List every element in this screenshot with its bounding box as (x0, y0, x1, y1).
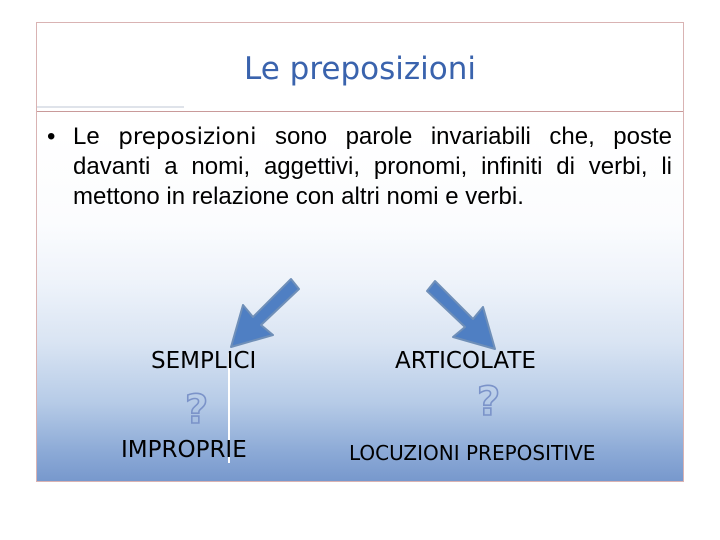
title-bar (37, 23, 683, 112)
question-mark-right: ? (477, 379, 501, 425)
slide-title: Le preposizioni (244, 51, 476, 87)
title-underline (37, 106, 184, 108)
category-articolate: ARTICOLATE (395, 348, 536, 374)
category-semplici: SEMPLICI (151, 348, 257, 374)
arrow-down-right-icon (423, 275, 503, 355)
bullet-marker: • (47, 123, 56, 150)
bullet-paragraph (47, 122, 672, 212)
arrow-down-left-icon (223, 273, 303, 353)
category-improprie: IMPROPRIE (121, 437, 247, 463)
slide (36, 22, 684, 482)
bullet-lead: Le (73, 123, 100, 150)
bullet-text (73, 122, 672, 212)
question-mark-left: ? (185, 387, 209, 433)
category-locuzioni-prepositive: LOCUZIONI PREPOSITIVE (349, 441, 596, 465)
bullet-rest: sono parole invariabili che, poste davanti a nomi, aggettivi, pronomi, infiniti di verbi, li mettono in relazione con altri nomi e verbi. (73, 123, 672, 210)
bullet-keyword: preposizioni (118, 124, 257, 150)
